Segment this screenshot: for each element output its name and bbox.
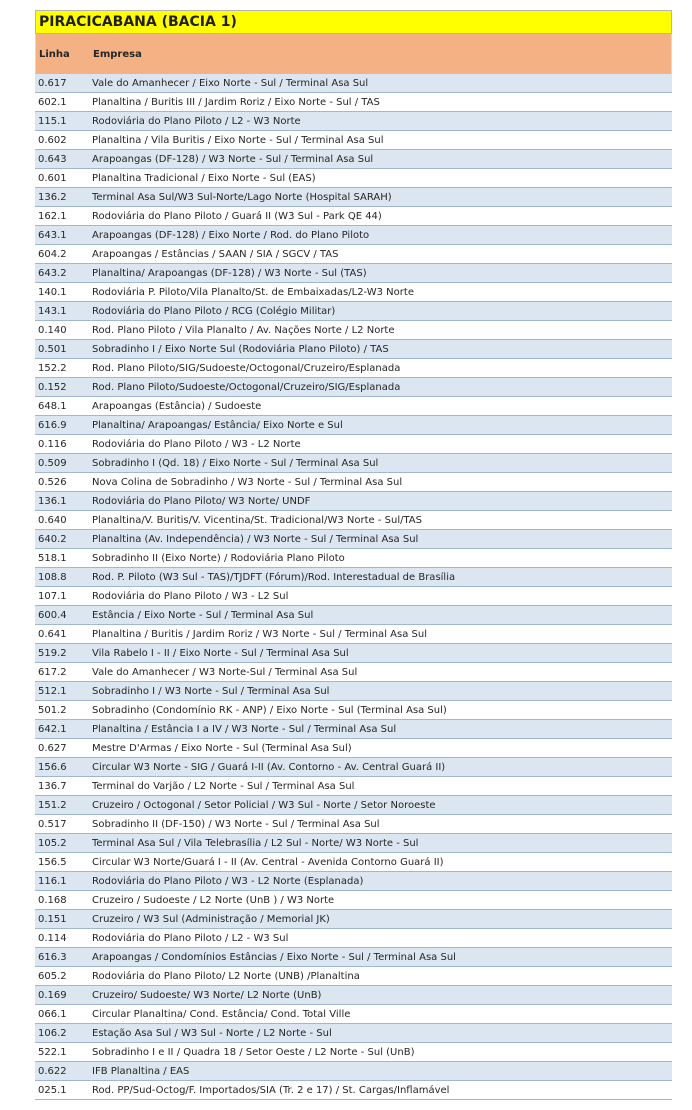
- table-row[interactable]: [35, 986, 672, 1005]
- table-row[interactable]: [35, 226, 672, 245]
- cell-empresa[interactable]: Rod. PP/Sud-Octog/F. Importados/SIA (Tr. 2 e 17) / St. Cargas/Inflamável: [92, 1084, 450, 1096]
- cell-linha[interactable]: 616.3: [38, 951, 67, 963]
- table-row[interactable]: [35, 701, 672, 720]
- table-row[interactable]: [35, 93, 672, 112]
- cell-linha[interactable]: 616.9: [38, 419, 67, 431]
- cell-linha[interactable]: 107.1: [38, 590, 67, 602]
- cell-empresa[interactable]: Terminal Asa Sul / Vila Telebrasília / L2 Sul - Norte/ W3 Norte - Sul: [92, 837, 419, 849]
- cell-empresa[interactable]: Estância / Eixo Norte - Sul / Terminal Asa Sul: [92, 609, 314, 621]
- cell-empresa[interactable]: Planaltina / Estância I a IV / W3 Norte - Sul / Terminal Asa Sul: [92, 723, 397, 735]
- cell-linha[interactable]: 136.7: [38, 780, 67, 792]
- table-row[interactable]: [35, 321, 672, 340]
- cell-linha[interactable]: 106.2: [38, 1027, 67, 1039]
- table-row[interactable]: [35, 188, 672, 207]
- table-row[interactable]: [35, 150, 672, 169]
- cell-linha[interactable]: 0.152: [38, 381, 67, 393]
- cell-linha[interactable]: 0.602: [38, 134, 67, 146]
- header-empresa[interactable]: Empresa: [93, 48, 142, 60]
- table-row[interactable]: [35, 302, 672, 321]
- cell-empresa[interactable]: Planaltina / Vila Buritis / Eixo Norte - Sul / Terminal Asa Sul: [92, 134, 384, 146]
- table-row[interactable]: [35, 530, 672, 549]
- cell-empresa[interactable]: Cruzeiro / W3 Sul (Administração / Memorial JK): [92, 913, 330, 925]
- table-row[interactable]: [35, 1062, 672, 1081]
- cell-linha[interactable]: 0.617: [38, 77, 67, 89]
- cell-empresa[interactable]: Rod. P. Piloto (W3 Sul - TAS)/TJDFT (Fórum)/Rod. Interestadual de Brasília: [92, 571, 456, 583]
- table-row[interactable]: [35, 131, 672, 150]
- table-row[interactable]: [35, 1043, 672, 1062]
- cell-empresa[interactable]: Mestre D'Armas / Eixo Norte - Sul (Terminal Asa Sul): [92, 742, 352, 754]
- cell-empresa[interactable]: IFB Planaltina / EAS: [92, 1065, 190, 1077]
- cell-linha[interactable]: 0.509: [38, 457, 67, 469]
- cell-empresa[interactable]: Arapoangas (DF-128) / W3 Norte - Sul / Terminal Asa Sul: [92, 153, 374, 165]
- cell-empresa[interactable]: Sobradinho (Condomínio RK - ANP) / Eixo Norte - Sul (Terminal Asa Sul): [92, 704, 447, 716]
- table-row[interactable]: [35, 74, 672, 93]
- table-row[interactable]: [35, 910, 672, 929]
- table-row[interactable]: [35, 207, 672, 226]
- table-row[interactable]: [35, 378, 672, 397]
- table-row[interactable]: [35, 435, 672, 454]
- cell-empresa[interactable]: Rodoviária do Plano Piloto / W3 - L2 Norte: [92, 438, 301, 450]
- table-row[interactable]: [35, 511, 672, 530]
- cell-linha[interactable]: 604.2: [38, 248, 67, 260]
- cell-linha[interactable]: 643.2: [38, 267, 67, 279]
- table-row[interactable]: [35, 549, 672, 568]
- cell-linha[interactable]: 0.526: [38, 476, 67, 488]
- cell-linha[interactable]: 140.1: [38, 286, 67, 298]
- table-row[interactable]: [35, 492, 672, 511]
- cell-empresa[interactable]: Circular W3 Norte/Guará I - II (Av. Central - Avenida Contorno Guará II): [92, 856, 444, 868]
- cell-empresa[interactable]: Sobradinho I (Qd. 18) / Eixo Norte - Sul / Terminal Asa Sul: [92, 457, 379, 469]
- table-row[interactable]: [35, 1024, 672, 1043]
- table-row[interactable]: [35, 397, 672, 416]
- table-row[interactable]: [35, 568, 672, 587]
- cell-empresa[interactable]: Arapoangas (Estância) / Sudoeste: [92, 400, 262, 412]
- cell-empresa[interactable]: Rodoviária do Plano Piloto / W3 - L2 Sul: [92, 590, 289, 602]
- cell-linha[interactable]: 162.1: [38, 210, 67, 222]
- cell-empresa[interactable]: Rodoviária do Plano Piloto / W3 - L2 Norte (Esplanada): [92, 875, 364, 887]
- cell-linha[interactable]: 642.1: [38, 723, 67, 735]
- cell-empresa[interactable]: Estação Asa Sul / W3 Sul - Norte / L2 Norte - Sul: [92, 1027, 332, 1039]
- cell-empresa[interactable]: Rodoviária do Plano Piloto/ W3 Norte/ UNDF: [92, 495, 311, 507]
- cell-linha[interactable]: 640.2: [38, 533, 67, 545]
- table-row[interactable]: [35, 1005, 672, 1024]
- table-row[interactable]: [35, 264, 672, 283]
- table-row[interactable]: [35, 777, 672, 796]
- cell-linha[interactable]: 0.643: [38, 153, 67, 165]
- table-row[interactable]: [35, 720, 672, 739]
- table-row[interactable]: [35, 682, 672, 701]
- cell-empresa[interactable]: Planaltina (Av. Independência) / W3 Norte - Sul / Terminal Asa Sul: [92, 533, 419, 545]
- table-row[interactable]: [35, 587, 672, 606]
- cell-linha[interactable]: 605.2: [38, 970, 67, 982]
- table-row[interactable]: [35, 283, 672, 302]
- table-row[interactable]: [35, 340, 672, 359]
- cell-empresa[interactable]: Vale do Amanhecer / W3 Norte-Sul / Terminal Asa Sul: [92, 666, 358, 678]
- cell-linha[interactable]: 0.114: [38, 932, 67, 944]
- cell-empresa[interactable]: Terminal Asa Sul/W3 Sul-Norte/Lago Norte (Hospital SARAH): [92, 191, 392, 203]
- table-row[interactable]: [35, 1081, 672, 1100]
- cell-linha[interactable]: 0.140: [38, 324, 67, 336]
- cell-empresa[interactable]: Vale do Amanhecer / Eixo Norte - Sul / Terminal Asa Sul: [92, 77, 369, 89]
- table-row[interactable]: [35, 853, 672, 872]
- cell-empresa[interactable]: Cruzeiro / Octogonal / Setor Policial / W3 Sul - Norte / Setor Noroeste: [92, 799, 436, 811]
- cell-linha[interactable]: 143.1: [38, 305, 67, 317]
- cell-linha[interactable]: 512.1: [38, 685, 67, 697]
- cell-empresa[interactable]: Sobradinho I / W3 Norte - Sul / Terminal Asa Sul: [92, 685, 330, 697]
- table-row[interactable]: [35, 416, 672, 435]
- table-row[interactable]: [35, 739, 672, 758]
- cell-linha[interactable]: 156.6: [38, 761, 67, 773]
- table-row[interactable]: [35, 872, 672, 891]
- cell-empresa[interactable]: Circular W3 Norte - SIG / Guará I-II (Av. Contorno - Av. Central Guará II): [92, 761, 446, 773]
- table-row[interactable]: [35, 473, 672, 492]
- cell-empresa[interactable]: Sobradinho I e II / Quadra 18 / Setor Oeste / L2 Norte - Sul (UnB): [92, 1046, 415, 1058]
- cell-linha[interactable]: 0.640: [38, 514, 67, 526]
- table-body: [35, 74, 672, 1100]
- table-row[interactable]: [35, 606, 672, 625]
- cell-linha[interactable]: 600.4: [38, 609, 67, 621]
- cell-empresa[interactable]: Planaltina / Buritis III / Jardim Roriz / Eixo Norte - Sul / TAS: [92, 96, 380, 108]
- cell-linha[interactable]: 0.151: [38, 913, 67, 925]
- cell-empresa[interactable]: Arapoangas / Condomínios Estâncias / Eixo Norte - Sul / Terminal Asa Sul: [92, 951, 456, 963]
- table-row[interactable]: [35, 891, 672, 910]
- table-row[interactable]: [35, 815, 672, 834]
- cell-linha[interactable]: 066.1: [38, 1008, 67, 1020]
- cell-empresa[interactable]: Sobradinho II (Eixo Norte) / Rodoviária Plano Piloto: [92, 552, 345, 564]
- cell-linha[interactable]: 0.601: [38, 172, 67, 184]
- cell-linha[interactable]: 617.2: [38, 666, 67, 678]
- cell-empresa[interactable]: Rodoviária do Plano Piloto / RCG (Colégio Militar): [92, 305, 336, 317]
- cell-empresa[interactable]: Rodoviária do Plano Piloto/ L2 Norte (UNB) /Planaltina: [92, 970, 360, 982]
- table-row[interactable]: [35, 112, 672, 131]
- table-row[interactable]: [35, 644, 672, 663]
- cell-linha[interactable]: 602.1: [38, 96, 67, 108]
- cell-linha[interactable]: 0.116: [38, 438, 67, 450]
- cell-empresa[interactable]: Cruzeiro / Sudoeste / L2 Norte (UnB ) / W3 Norte: [92, 894, 335, 906]
- cell-linha[interactable]: 116.1: [38, 875, 67, 887]
- cell-empresa[interactable]: Arapoangas (DF-128) / Eixo Norte / Rod. do Plano Piloto: [92, 229, 370, 241]
- spreadsheet-table: [35, 10, 672, 1100]
- cell-linha[interactable]: 151.2: [38, 799, 67, 811]
- cell-empresa[interactable]: Rodoviária do Plano Piloto / L2 - W3 Sul: [92, 932, 289, 944]
- table-row[interactable]: [35, 948, 672, 967]
- cell-linha[interactable]: 518.1: [38, 552, 67, 564]
- cell-empresa[interactable]: Nova Colina de Sobradinho / W3 Norte - Sul / Terminal Asa Sul: [92, 476, 403, 488]
- cell-empresa[interactable]: Terminal do Varjão / L2 Norte - Sul / Terminal Asa Sul: [92, 780, 355, 792]
- cell-empresa[interactable]: Planaltina / Buritis / Jardim Roriz / W3 Norte - Sul / Terminal Asa Sul: [92, 628, 427, 640]
- cell-empresa[interactable]: Planaltina Tradicional / Eixo Norte - Sul (EAS): [92, 172, 316, 184]
- header-linha[interactable]: Linha: [39, 48, 70, 60]
- cell-linha[interactable]: 0.501: [38, 343, 67, 355]
- cell-linha[interactable]: 0.517: [38, 818, 67, 830]
- cell-linha[interactable]: 522.1: [38, 1046, 67, 1058]
- cell-linha[interactable]: 0.627: [38, 742, 67, 754]
- cell-linha[interactable]: 115.1: [38, 115, 67, 127]
- cell-linha[interactable]: 025.1: [38, 1084, 67, 1096]
- table-row[interactable]: [35, 663, 672, 682]
- cell-linha[interactable]: 156.5: [38, 856, 67, 868]
- cell-linha[interactable]: 0.169: [38, 989, 67, 1001]
- sheet-title[interactable]: PIRACICABANA (BACIA 1): [35, 10, 672, 34]
- cell-linha[interactable]: 648.1: [38, 400, 67, 412]
- cell-empresa[interactable]: Rodoviária do Plano Piloto / L2 - W3 Norte: [92, 115, 301, 127]
- cell-linha[interactable]: 0.641: [38, 628, 67, 640]
- table-row[interactable]: [35, 834, 672, 853]
- table-row[interactable]: [35, 454, 672, 473]
- table-row[interactable]: [35, 169, 672, 188]
- cell-empresa[interactable]: Circular Planaltina/ Cond. Estância/ Cond. Total Ville: [92, 1008, 351, 1020]
- table-row[interactable]: [35, 796, 672, 815]
- cell-empresa[interactable]: Rod. Plano Piloto/Sudoeste/Octogonal/Cruzeiro/SIG/Esplanada: [92, 381, 401, 393]
- cell-empresa[interactable]: Planaltina/V. Buritis/V. Vicentina/St. Tradicional/W3 Norte - Sul/TAS: [92, 514, 422, 526]
- table-row[interactable]: [35, 758, 672, 777]
- cell-empresa[interactable]: Arapoangas / Estâncias / SAAN / SIA / SGCV / TAS: [92, 248, 339, 260]
- table-row[interactable]: [35, 967, 672, 986]
- cell-linha[interactable]: 105.2: [38, 837, 67, 849]
- cell-linha[interactable]: 152.2: [38, 362, 67, 374]
- cell-empresa[interactable]: Rod. Plano Piloto / Vila Planalto / Av. Nações Norte / L2 Norte: [92, 324, 395, 336]
- cell-empresa[interactable]: Planaltina/ Arapoangas/ Estância/ Eixo Norte e Sul: [92, 419, 343, 431]
- cell-linha[interactable]: 136.1: [38, 495, 67, 507]
- cell-linha[interactable]: 136.2: [38, 191, 67, 203]
- cell-empresa[interactable]: Sobradinho I / Eixo Norte Sul (Rodoviária Plano Piloto) / TAS: [92, 343, 389, 355]
- cell-linha[interactable]: 0.168: [38, 894, 67, 906]
- cell-linha[interactable]: 519.2: [38, 647, 67, 659]
- cell-empresa[interactable]: Rod. Plano Piloto/SIG/Sudoeste/Octogonal/Cruzeiro/Esplanada: [92, 362, 401, 374]
- table-row[interactable]: [35, 359, 672, 378]
- cell-linha[interactable]: 0.622: [38, 1065, 67, 1077]
- cell-empresa[interactable]: Planaltina/ Arapoangas (DF-128) / W3 Norte - Sul (TAS): [92, 267, 367, 279]
- cell-linha[interactable]: 643.1: [38, 229, 67, 241]
- cell-empresa[interactable]: Vila Rabelo I - II / Eixo Norte - Sul / Terminal Asa Sul: [92, 647, 349, 659]
- cell-empresa[interactable]: Cruzeiro/ Sudoeste/ W3 Norte/ L2 Norte (UnB): [92, 989, 322, 1001]
- table-row[interactable]: [35, 625, 672, 644]
- cell-empresa[interactable]: Rodoviária do Plano Piloto / Guará II (W3 Sul - Park QE 44): [92, 210, 382, 222]
- table-header: [35, 34, 672, 74]
- cell-linha[interactable]: 108.8: [38, 571, 67, 583]
- cell-empresa[interactable]: Sobradinho II (DF-150) / W3 Norte - Sul / Terminal Asa Sul: [92, 818, 380, 830]
- table-row[interactable]: [35, 245, 672, 264]
- table-row[interactable]: [35, 929, 672, 948]
- cell-empresa[interactable]: Rodoviária P. Piloto/Vila Planalto/St. de Embaixadas/L2-W3 Norte: [92, 286, 414, 298]
- cell-linha[interactable]: 501.2: [38, 704, 67, 716]
